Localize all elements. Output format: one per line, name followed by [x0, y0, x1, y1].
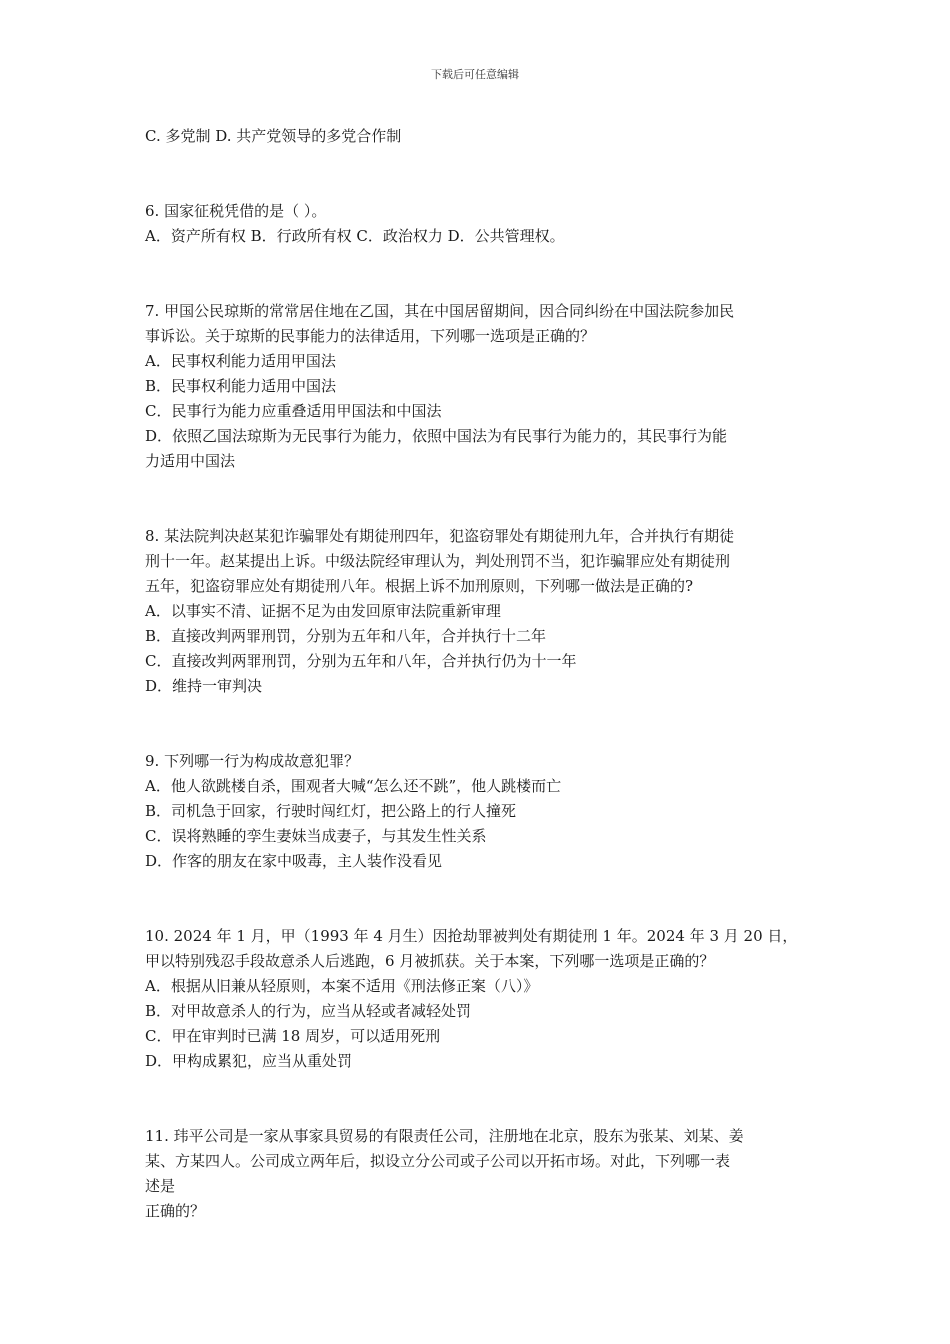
question-7-option-c: C．民事行为能力应重叠适用甲国法和中国法	[145, 402, 442, 420]
question-9-option-c: C．误将熟睡的孪生妻妹当成妻子，与其发生性关系	[145, 827, 487, 845]
question-10-option-a: A．根据从旧兼从轻原则，本案不适用《刑法修正案（八）》	[145, 977, 539, 995]
question-5-options: C. 多党制 D. 共产党领导的多党合作制	[145, 127, 402, 145]
question-11-stem: 述是	[145, 1177, 176, 1195]
document-body	[145, 124, 815, 1224]
question-9-option-b: B．司机急于回家，行驶时闯红灯，把公路上的行人撞死	[145, 802, 517, 820]
question-6-options: A．资产所有权 B．行政所有权 C．政治权力 D．公共管理权。	[145, 227, 565, 245]
question-8-stem: 五年，犯盗窃罪应处有期徒刑八年。根据上诉不加刑原则，下列哪一做法是正确的?	[145, 577, 694, 595]
question-8-option-a: A．以事实不清、证据不足为由发回原审法院重新审理	[145, 602, 501, 620]
question-8-option-b: B．直接改判两罪刑罚，分别为五年和八年，合并执行十二年	[145, 627, 547, 645]
page-header: 下载后可任意编辑	[431, 68, 519, 81]
question-11-stem: 正确的？	[145, 1202, 206, 1220]
question-9-option-a: A．他人欲跳楼自杀，围观者大喊“怎么还不跳”，他人跳楼而亡	[145, 777, 562, 795]
question-10-option-b: B．对甲故意杀人的行为，应当从轻或者减轻处罚	[145, 1002, 472, 1020]
question-6-stem: 6. 国家征税凭借的是（ ）。	[145, 202, 327, 220]
question-10-stem: 10. 2024 年 1 月，甲（1993 年 4 月生）因抢劫罪被判处有期徒刑 1 年。2024 年 3 月 20 日，	[145, 927, 798, 945]
question-10-option-c: C．甲在审判时已满 18 周岁，可以适用死刑	[145, 1027, 441, 1045]
question-7-stem: 7. 甲国公民琼斯的常常居住地在乙国，其在中国居留期间，因合同纠纷在中国法院参加民	[145, 302, 735, 320]
question-8-stem: 刑十一年。赵某提出上诉。中级法院经审理认为，判处刑罚不当，犯诈骗罪应处有期徒刑	[145, 552, 731, 570]
question-8-option-c: C．直接改判两罪刑罚，分别为五年和八年，合并执行仍为十一年	[145, 652, 577, 670]
question-10-option-d: D．甲构成累犯，应当从重处罚	[145, 1052, 353, 1070]
question-7-option-d: D．依照乙国法琼斯为无民事行为能力，依照中国法为有民事行为能力的，其民事行为能	[145, 427, 728, 445]
question-8-option-d: D．维持一审判决	[145, 677, 263, 695]
question-7-option-d: 力适用中国法	[145, 452, 236, 470]
question-7-stem: 事诉讼。关于琼斯的民事能力的法律适用，下列哪一选项是正确的？	[145, 327, 596, 345]
question-9-option-d: D．作客的朋友在家中吸毒，主人装作没看见	[145, 852, 443, 870]
question-11-stem: 11. 玮平公司是一家从事家具贸易的有限责任公司，注册地在北京，股东为张某、刘某、姜	[145, 1127, 744, 1145]
question-7-option-b: B．民事权利能力适用中国法	[145, 377, 337, 395]
question-10-stem: 甲以特别残忍手段故意杀人后逃跑，6 月被抓获。关于本案，下列哪一选项是正确的？	[145, 952, 715, 970]
question-9-stem: 9. 下列哪一行为构成故意犯罪？	[145, 752, 360, 770]
question-11-stem: 某、方某四人。公司成立两年后，拟设立分公司或子公司以开拓市场。对此，下列哪一表	[145, 1152, 731, 1170]
question-8-stem: 8. 某法院判决赵某犯诈骗罪处有期徒刑四年，犯盗窃罪处有期徒刑九年，合并执行有期徒	[145, 527, 735, 545]
question-7-option-a: A．民事权利能力适用甲国法	[145, 352, 336, 370]
